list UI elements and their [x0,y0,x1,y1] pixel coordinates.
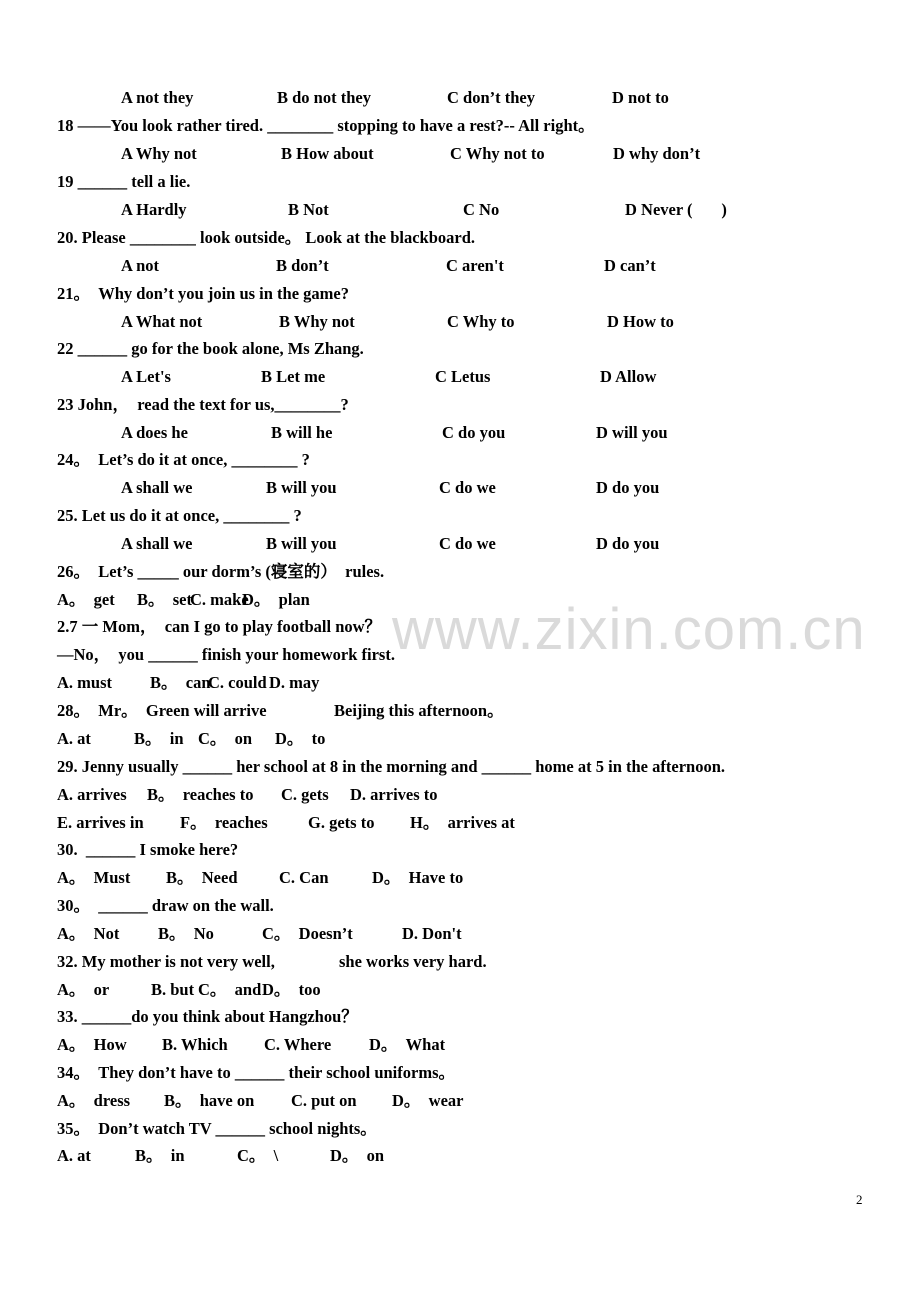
text-line [0,836,920,864]
question-text: 35。 Don’t watch TV ______ school nights。 [57,1119,377,1138]
option-text: C. Can [279,868,329,887]
text-line [0,196,920,224]
option-text: B do not they [277,88,371,107]
option-text: D. Don't [402,924,462,943]
text-line [0,1142,920,1170]
option-text: B will you [266,534,337,553]
option-text: B will you [266,478,337,497]
option-text: D will you [596,423,668,442]
question-text: 21。 Why don’t you join us in the game? [57,284,349,303]
option-text: C don’t they [447,88,536,107]
text-line [0,558,920,586]
option-text: C. put on [291,1091,357,1110]
option-text: A not they [121,88,194,107]
question-text: 23 John， read the text for us,________? [57,395,349,414]
text-line [0,1031,920,1059]
option-text: C do we [439,534,496,553]
text-line [0,613,920,641]
text-line [0,641,920,669]
option-text: D do you [596,478,660,497]
option-text: B。 in [135,1146,185,1165]
option-text: A shall we [121,534,193,553]
option-text: A. must [57,673,113,692]
option-text: H。 arrives at [410,813,515,832]
option-text: B Why not [279,312,355,331]
option-text: A Hardly [121,200,187,219]
text-line [0,252,920,280]
option-text: D not to [612,88,669,107]
text-line [0,697,920,725]
option-text: C Why not to [450,144,545,163]
option-text: A What not [121,312,203,331]
text-line [0,84,920,112]
option-text: C. make [190,590,249,609]
option-text: A. at [57,1146,91,1165]
option-text: F。 reaches [180,813,268,832]
option-text: A。 Not [57,924,120,943]
option-text: C aren't [446,256,504,275]
option-text: A Let's [121,367,171,386]
question-text: 29. Jenny usually ______ her school at 8 in the morning and ______ home at 5 in the afternoon. [57,757,725,776]
option-text: B。 can [150,673,211,692]
question-text: 26。 Let’s _____ our dorm’s (寝室的） rules. [57,562,385,581]
option-text: D why don’t [613,144,701,163]
option-text: C. could [208,673,267,692]
text-line [0,892,920,920]
question-text: 33. ______do you think about Hangzhou？ [57,1007,358,1026]
question-text: —No， you ______ finish your homework first. [57,645,395,664]
question-text: 32. My mother is not very well, [57,952,275,971]
option-text: D can’t [604,256,656,275]
watermark: www.zixin.com.cn [392,597,866,662]
option-text: D How to [607,312,674,331]
option-text: C do you [442,423,506,442]
text-line [0,474,920,502]
text-line [0,502,920,530]
option-text: D。 on [330,1146,385,1165]
text-line [0,224,920,252]
text-line [0,1115,920,1143]
option-text: B. but [151,980,195,999]
option-text: A。 How [57,1035,127,1054]
text-line [0,725,920,753]
option-text: B。 Need [166,868,238,887]
option-text: B will he [271,423,333,442]
text-line [0,112,920,140]
option-text: B Let me [261,367,326,386]
option-text: B。 reaches to [147,785,254,804]
option-text: A shall we [121,478,193,497]
option-text: B How about [281,144,374,163]
text-line [0,976,920,1004]
option-text: C Letus [435,367,491,386]
option-text: A。 Must [57,868,131,887]
option-text: E. arrives in [57,813,144,832]
option-text: D。 plan [242,590,310,609]
option-text: D Never ( ) [625,200,727,219]
option-text: C No [463,200,500,219]
text-line [0,363,920,391]
option-text: C do we [439,478,496,497]
option-text: D。 too [262,980,321,999]
text-line [0,920,920,948]
option-text: D do you [596,534,660,553]
option-text: A。 get [57,590,115,609]
option-text: G. gets to [308,813,375,832]
text-line [0,809,920,837]
option-text: D。 wear [392,1091,464,1110]
option-text: D. arrives to [350,785,438,804]
text-line [0,446,920,474]
option-text: B. Which [162,1035,228,1054]
text-line [0,1003,920,1031]
option-text: C。 and [198,980,262,999]
option-text: C。 \ [237,1146,279,1165]
option-text: D Allow [600,367,657,386]
option-text: C Why to [447,312,515,331]
text-line [0,781,920,809]
question-text: 30. ______ I smoke here? [57,840,239,859]
text-line [0,1059,920,1087]
question-text: she works very hard. [339,952,487,971]
text-line [0,753,920,781]
text-line [0,168,920,196]
option-text: C. Where [264,1035,332,1054]
option-text: A Why not [121,144,197,163]
question-text: 34。 They don’t have to ______ their school uniforms。 [57,1063,455,1082]
option-text: A. at [57,729,91,748]
option-text: D. may [269,673,320,692]
text-line [0,391,920,419]
option-text: B。 in [134,729,184,748]
option-text: C. gets [281,785,329,804]
text-line [0,586,920,614]
question-text: 18 ——You look rather tired. ________ stopping to have a rest?-- All right。 [57,116,595,135]
page-number: 2 [856,1192,863,1207]
option-text: B don’t [276,256,329,275]
question-text: 28。 Mr。 Green will arrive [57,701,267,720]
question-text: Beijing this afternoon。 [334,701,504,720]
option-text: B。 No [158,924,214,943]
question-text: 22 ______ go for the book alone, Ms Zhang. [57,339,364,358]
option-text: A does he [121,423,188,442]
option-text: C。 Doesn’t [262,924,353,943]
question-text: 30。 ______ draw on the wall. [57,896,274,915]
option-text: A. arrives [57,785,127,804]
option-text: D。 Have to [372,868,464,887]
text-line [0,308,920,336]
option-text: A。 or [57,980,110,999]
text-line [0,419,920,447]
option-text: C。 on [198,729,253,748]
text-line [0,335,920,363]
text-line [0,669,920,697]
text-line [0,530,920,558]
text-line [0,280,920,308]
option-text: B Not [288,200,329,219]
text-line [0,1087,920,1115]
question-text: 25. Let us do it at once, ________ ? [57,506,302,525]
option-text: A not [121,256,160,275]
option-text: B。 set [137,590,192,609]
option-text: B。 have on [164,1091,255,1110]
question-text: 2.7 一 Mom， can I go to play football now？ [57,617,382,636]
text-line [0,864,920,892]
question-text: 20. Please ________ look outside。 Look at the blackboard. [57,228,476,247]
text-line [0,948,920,976]
option-text: D。 to [275,729,326,748]
question-text: 19 ______ tell a lie. [57,172,191,191]
text-line [0,140,920,168]
option-text: D。 What [369,1035,446,1054]
question-text: 24。 Let’s do it at once, ________ ? [57,450,310,469]
option-text: A。 dress [57,1091,131,1110]
